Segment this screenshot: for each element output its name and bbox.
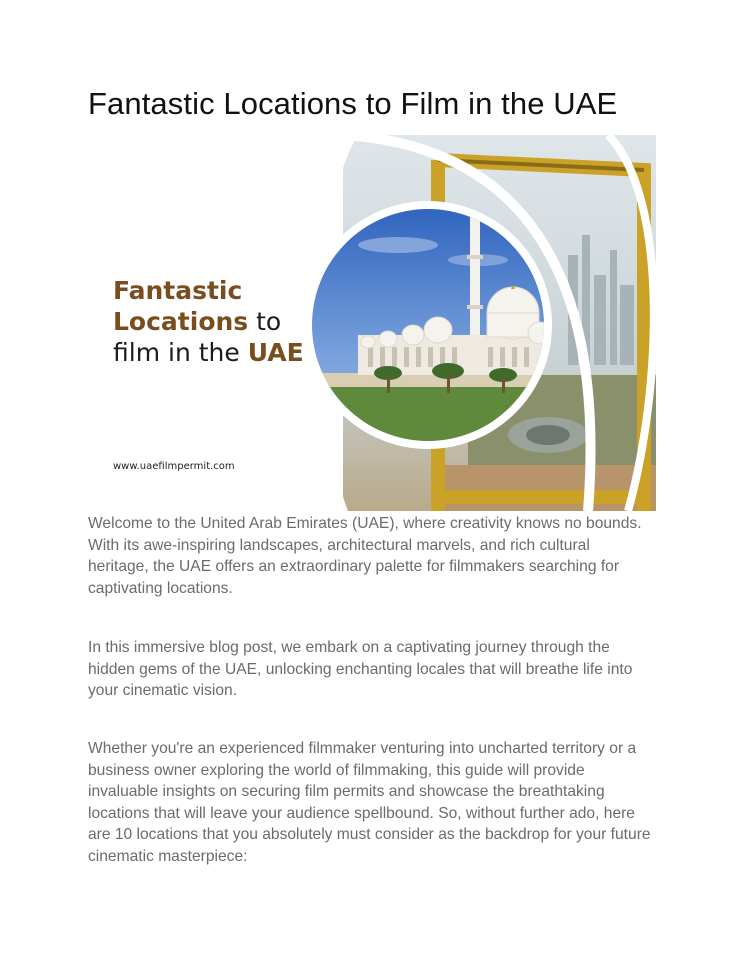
paragraph-journey: In this immersive blog post, we embark on a captivating journey through the hidden gems of the UAE, unlocking enchanting locales that will breathe life into your cinematic vision.: [88, 639, 633, 700]
hero-heading-fantastic: Fantastic: [113, 276, 243, 305]
hero-banner-image: [88, 135, 656, 511]
hero-heading-uae: UAE: [247, 338, 304, 367]
hero-heading: [113, 275, 304, 368]
page-title: Fantastic Locations to Film in the UAE: [88, 86, 618, 121]
hero-heading-locations: Locations: [113, 307, 249, 336]
hero-heading-film-in-the: film in the: [113, 338, 248, 367]
paragraph-guide: Whether you're an experienced filmmaker venturing into uncharted territory or a business owner exploring the world of filmmaking, this guide will provide invaluable insights on securing film permits and showcase the breathtaking locations that will leave your audience spellbound. So, without further ado, here are 10 locations that you absolutely must consider as the backdrop for your future cinematic masterpiece:: [88, 740, 651, 865]
hero-website-url: www.uaefilmpermit.com: [113, 461, 235, 472]
hero-heading-to: to: [248, 307, 282, 336]
paragraph-intro: Welcome to the United Arab Emirates (UAE), where creativity knows no bounds. With its awe-inspiring landscapes, architectural marvels, and rich cultural heritage, the UAE offers an extraordinary palette for filmmakers searching for captivating locations.: [88, 515, 642, 597]
